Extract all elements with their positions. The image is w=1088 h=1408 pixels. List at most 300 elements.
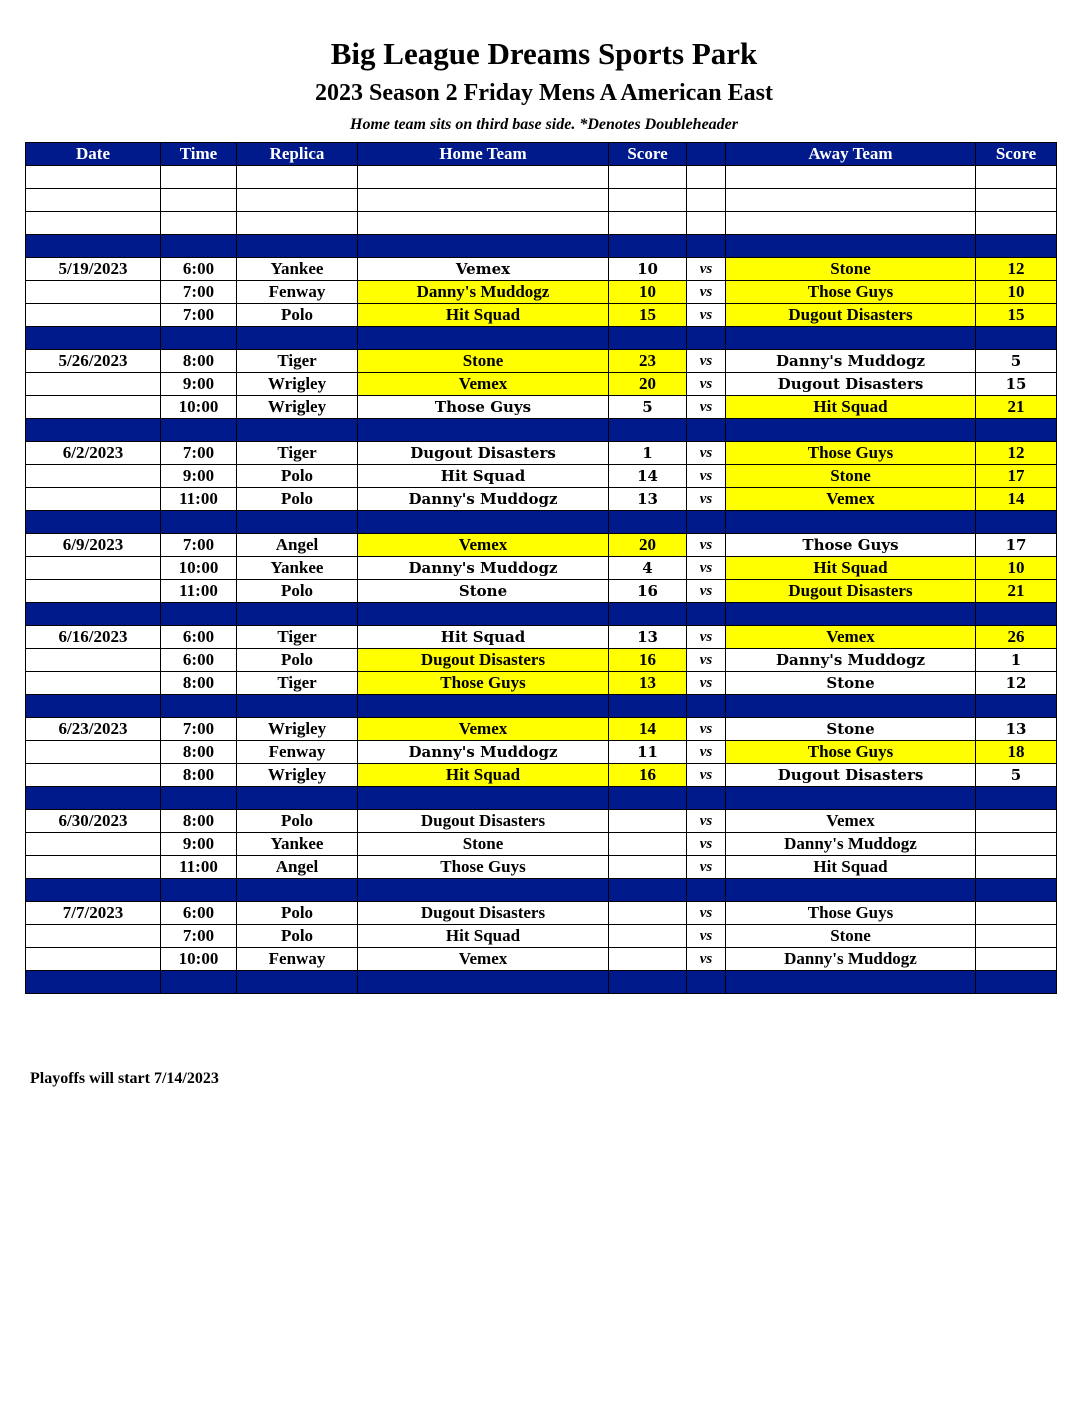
separator-cell	[26, 235, 161, 258]
game-field: Tiger	[237, 350, 358, 373]
separator-cell	[237, 879, 358, 902]
separator-cell	[358, 327, 609, 350]
blank-cell	[726, 212, 976, 235]
separator-cell	[237, 511, 358, 534]
away-team: Dugout Disasters	[726, 373, 976, 396]
away-team: Stone	[726, 718, 976, 741]
game-time: 6:00	[161, 902, 237, 925]
blank-cell	[358, 212, 609, 235]
table-row	[26, 902, 1057, 925]
blank-cell	[976, 189, 1057, 212]
vs-label: vs	[687, 442, 726, 465]
blank-cell	[609, 166, 687, 189]
home-team: Hit Squad	[358, 626, 609, 649]
separator-cell	[726, 603, 976, 626]
separator-cell	[161, 879, 237, 902]
away-score	[976, 810, 1057, 833]
playoffs-note: Playoffs will start 7/14/2023	[30, 1070, 219, 1087]
week-separator-row	[26, 879, 1057, 902]
game-time: 7:00	[161, 534, 237, 557]
home-score: 10	[609, 281, 687, 304]
game-field: Polo	[237, 580, 358, 603]
separator-cell	[609, 879, 687, 902]
vs-label: vs	[687, 948, 726, 971]
week-separator-row	[26, 235, 1057, 258]
away-team: Stone	[726, 258, 976, 281]
home-team: Vemex	[358, 373, 609, 396]
separator-cell	[161, 787, 237, 810]
table-row	[26, 373, 1057, 396]
blank-cell	[237, 212, 358, 235]
game-field: Wrigley	[237, 718, 358, 741]
game-time: 9:00	[161, 465, 237, 488]
separator-cell	[976, 971, 1057, 994]
game-time: 7:00	[161, 304, 237, 327]
game-field: Fenway	[237, 281, 358, 304]
separator-cell	[726, 511, 976, 534]
game-field: Yankee	[237, 258, 358, 281]
game-field: Polo	[237, 810, 358, 833]
away-team: Dugout Disasters	[726, 580, 976, 603]
away-team: Danny's Muddogz	[726, 948, 976, 971]
separator-cell	[358, 419, 609, 442]
game-time: 11:00	[161, 488, 237, 511]
blank-row	[26, 189, 1057, 212]
separator-cell	[687, 419, 726, 442]
separator-cell	[161, 327, 237, 350]
separator-cell	[609, 787, 687, 810]
col-header-replica: Replica	[237, 143, 358, 166]
blank-cell	[26, 212, 161, 235]
home-team: Dugout Disasters	[358, 810, 609, 833]
blank-cell	[687, 166, 726, 189]
table-row	[26, 350, 1057, 373]
separator-cell	[358, 511, 609, 534]
col-header-date: Date	[26, 143, 161, 166]
game-date	[26, 764, 161, 787]
blank-cell	[161, 189, 237, 212]
home-team: Vemex	[358, 534, 609, 557]
vs-label: vs	[687, 580, 726, 603]
separator-cell	[358, 603, 609, 626]
vs-label: vs	[687, 672, 726, 695]
vs-label: vs	[687, 557, 726, 580]
table-row	[26, 534, 1057, 557]
table-row	[26, 649, 1057, 672]
home-score: 13	[609, 672, 687, 695]
away-team: Danny's Muddogz	[726, 833, 976, 856]
home-score	[609, 948, 687, 971]
game-date	[26, 925, 161, 948]
home-score: 14	[609, 718, 687, 741]
game-time: 8:00	[161, 350, 237, 373]
week-separator-row	[26, 695, 1057, 718]
game-field: Fenway	[237, 948, 358, 971]
game-time: 8:00	[161, 741, 237, 764]
separator-cell	[976, 419, 1057, 442]
table-row	[26, 281, 1057, 304]
away-score: 10	[976, 557, 1057, 580]
game-date	[26, 948, 161, 971]
col-header-away-score: Score	[976, 143, 1057, 166]
table-row	[26, 856, 1057, 879]
away-score: 26	[976, 626, 1057, 649]
game-field: Wrigley	[237, 373, 358, 396]
separator-cell	[26, 327, 161, 350]
blank-row	[26, 166, 1057, 189]
home-score: 11	[609, 741, 687, 764]
separator-cell	[726, 695, 976, 718]
home-score: 1	[609, 442, 687, 465]
game-date	[26, 373, 161, 396]
table-row	[26, 465, 1057, 488]
blank-cell	[726, 189, 976, 212]
game-time: 9:00	[161, 373, 237, 396]
table-row	[26, 810, 1057, 833]
table-row	[26, 396, 1057, 419]
game-date: 6/2/2023	[26, 442, 161, 465]
vs-label: vs	[687, 373, 726, 396]
home-score: 16	[609, 580, 687, 603]
vs-label: vs	[687, 902, 726, 925]
away-score: 17	[976, 465, 1057, 488]
col-header-away-team: Away Team	[726, 143, 976, 166]
game-time: 10:00	[161, 948, 237, 971]
game-field: Angel	[237, 856, 358, 879]
home-team: Vemex	[358, 718, 609, 741]
separator-cell	[26, 879, 161, 902]
vs-label: vs	[687, 718, 726, 741]
home-team: Those Guys	[358, 396, 609, 419]
blank-row	[26, 212, 1057, 235]
vs-label: vs	[687, 741, 726, 764]
vs-label: vs	[687, 534, 726, 557]
game-date	[26, 557, 161, 580]
game-time: 11:00	[161, 580, 237, 603]
away-team: Stone	[726, 925, 976, 948]
away-score: 5	[976, 764, 1057, 787]
game-field: Fenway	[237, 741, 358, 764]
table-row	[26, 925, 1057, 948]
table-row	[26, 626, 1057, 649]
game-field: Polo	[237, 465, 358, 488]
home-team: Hit Squad	[358, 465, 609, 488]
vs-label: vs	[687, 488, 726, 511]
separator-cell	[976, 787, 1057, 810]
schedule-table	[25, 142, 1057, 994]
vs-label: vs	[687, 833, 726, 856]
blank-cell	[976, 212, 1057, 235]
week-separator-row	[26, 327, 1057, 350]
separator-cell	[26, 603, 161, 626]
table-row	[26, 488, 1057, 511]
page-title: Big League Dreams Sports Park	[330, 36, 758, 71]
game-time: 7:00	[161, 925, 237, 948]
away-team: Danny's Muddogz	[726, 649, 976, 672]
away-team: Stone	[726, 465, 976, 488]
separator-cell	[609, 603, 687, 626]
separator-cell	[161, 695, 237, 718]
away-score: 1	[976, 649, 1057, 672]
game-time: 7:00	[161, 718, 237, 741]
separator-cell	[26, 787, 161, 810]
away-team: Danny's Muddogz	[726, 350, 976, 373]
separator-cell	[726, 971, 976, 994]
vs-label: vs	[687, 304, 726, 327]
separator-cell	[358, 695, 609, 718]
separator-cell	[26, 511, 161, 534]
separator-cell	[237, 787, 358, 810]
away-team: Those Guys	[726, 741, 976, 764]
game-field: Polo	[237, 304, 358, 327]
away-score: 12	[976, 442, 1057, 465]
game-time: 8:00	[161, 764, 237, 787]
blank-cell	[358, 166, 609, 189]
game-date: 5/19/2023	[26, 258, 161, 281]
separator-cell	[609, 695, 687, 718]
game-time: 7:00	[161, 442, 237, 465]
home-score: 20	[609, 373, 687, 396]
separator-cell	[687, 327, 726, 350]
blank-cell	[237, 166, 358, 189]
home-team: Vemex	[358, 258, 609, 281]
table-row	[26, 764, 1057, 787]
game-field: Tiger	[237, 672, 358, 695]
blank-cell	[26, 189, 161, 212]
week-separator-row	[26, 787, 1057, 810]
game-time: 6:00	[161, 626, 237, 649]
away-score: 21	[976, 580, 1057, 603]
table-row	[26, 948, 1057, 971]
home-team: Those Guys	[358, 672, 609, 695]
separator-cell	[687, 235, 726, 258]
away-score: 14	[976, 488, 1057, 511]
vs-label: vs	[687, 925, 726, 948]
separator-cell	[358, 787, 609, 810]
game-field: Yankee	[237, 833, 358, 856]
game-field: Tiger	[237, 442, 358, 465]
home-score	[609, 833, 687, 856]
home-score: 10	[609, 258, 687, 281]
home-team: Danny's Muddogz	[358, 741, 609, 764]
game-date: 6/30/2023	[26, 810, 161, 833]
separator-cell	[358, 235, 609, 258]
game-date: 6/16/2023	[26, 626, 161, 649]
separator-cell	[237, 327, 358, 350]
separator-cell	[237, 695, 358, 718]
home-team: Danny's Muddogz	[358, 557, 609, 580]
vs-label: vs	[687, 649, 726, 672]
game-field: Polo	[237, 925, 358, 948]
away-team: Those Guys	[726, 534, 976, 557]
vs-label: vs	[687, 281, 726, 304]
table-row	[26, 672, 1057, 695]
separator-cell	[976, 603, 1057, 626]
col-header-home-score: Score	[609, 143, 687, 166]
game-date	[26, 488, 161, 511]
separator-cell	[726, 879, 976, 902]
table-header-row	[26, 143, 1057, 166]
home-score: 5	[609, 396, 687, 419]
away-team: Vemex	[726, 810, 976, 833]
home-score	[609, 902, 687, 925]
game-date	[26, 304, 161, 327]
away-score	[976, 902, 1057, 925]
away-team: Hit Squad	[726, 856, 976, 879]
home-team: Dugout Disasters	[358, 649, 609, 672]
away-team: Dugout Disasters	[726, 764, 976, 787]
separator-cell	[161, 971, 237, 994]
home-team: Danny's Muddogz	[358, 281, 609, 304]
away-score: 17	[976, 534, 1057, 557]
away-team: Hit Squad	[726, 396, 976, 419]
game-field: Yankee	[237, 557, 358, 580]
vs-label: vs	[687, 396, 726, 419]
separator-cell	[609, 419, 687, 442]
home-team: Danny's Muddogz	[358, 488, 609, 511]
separator-cell	[976, 511, 1057, 534]
separator-cell	[687, 603, 726, 626]
home-team: Vemex	[358, 948, 609, 971]
separator-cell	[609, 235, 687, 258]
home-score	[609, 810, 687, 833]
blank-cell	[687, 212, 726, 235]
table-row	[26, 833, 1057, 856]
blank-cell	[726, 166, 976, 189]
game-date: 6/23/2023	[26, 718, 161, 741]
table-row	[26, 718, 1057, 741]
separator-cell	[687, 695, 726, 718]
home-team: Dugout Disasters	[358, 442, 609, 465]
separator-cell	[161, 419, 237, 442]
vs-label: vs	[687, 810, 726, 833]
blank-cell	[237, 189, 358, 212]
home-score: 20	[609, 534, 687, 557]
away-score: 18	[976, 741, 1057, 764]
home-team: Hit Squad	[358, 925, 609, 948]
home-score: 4	[609, 557, 687, 580]
separator-cell	[726, 235, 976, 258]
away-team: Those Guys	[726, 902, 976, 925]
blank-cell	[687, 189, 726, 212]
away-score: 10	[976, 281, 1057, 304]
separator-cell	[726, 787, 976, 810]
separator-cell	[161, 511, 237, 534]
away-score	[976, 925, 1057, 948]
separator-cell	[726, 419, 976, 442]
separator-cell	[976, 235, 1057, 258]
home-score: 14	[609, 465, 687, 488]
table-row	[26, 442, 1057, 465]
away-score: 15	[976, 373, 1057, 396]
away-score	[976, 833, 1057, 856]
game-date: 7/7/2023	[26, 902, 161, 925]
table-row	[26, 557, 1057, 580]
table-row	[26, 304, 1057, 327]
away-team: Dugout Disasters	[726, 304, 976, 327]
game-time: 8:00	[161, 672, 237, 695]
blank-cell	[161, 166, 237, 189]
separator-cell	[976, 327, 1057, 350]
home-score: 13	[609, 488, 687, 511]
separator-cell	[687, 971, 726, 994]
game-date	[26, 649, 161, 672]
away-score	[976, 856, 1057, 879]
away-team: Vemex	[726, 626, 976, 649]
col-header-vs	[687, 143, 726, 166]
separator-cell	[26, 695, 161, 718]
separator-cell	[609, 511, 687, 534]
separator-cell	[976, 695, 1057, 718]
home-score: 15	[609, 304, 687, 327]
game-time: 10:00	[161, 557, 237, 580]
game-time: 6:00	[161, 649, 237, 672]
home-score: 16	[609, 649, 687, 672]
game-time: 11:00	[161, 856, 237, 879]
home-team: Dugout Disasters	[358, 902, 609, 925]
game-time: 9:00	[161, 833, 237, 856]
game-date: 6/9/2023	[26, 534, 161, 557]
home-team: Stone	[358, 580, 609, 603]
game-date	[26, 465, 161, 488]
away-team: Those Guys	[726, 442, 976, 465]
table-row	[26, 741, 1057, 764]
away-score	[976, 948, 1057, 971]
blank-cell	[161, 212, 237, 235]
separator-cell	[161, 603, 237, 626]
game-time: 10:00	[161, 396, 237, 419]
vs-label: vs	[687, 856, 726, 879]
blank-cell	[358, 189, 609, 212]
game-field: Polo	[237, 902, 358, 925]
game-field: Polo	[237, 488, 358, 511]
game-time: 7:00	[161, 281, 237, 304]
blank-cell	[609, 189, 687, 212]
separator-cell	[609, 971, 687, 994]
separator-cell	[237, 971, 358, 994]
game-field: Angel	[237, 534, 358, 557]
home-score	[609, 925, 687, 948]
home-score: 16	[609, 764, 687, 787]
vs-label: vs	[687, 465, 726, 488]
separator-cell	[976, 879, 1057, 902]
separator-cell	[237, 603, 358, 626]
game-date	[26, 396, 161, 419]
game-date: 5/26/2023	[26, 350, 161, 373]
game-field: Tiger	[237, 626, 358, 649]
game-date	[26, 856, 161, 879]
separator-cell	[26, 971, 161, 994]
col-header-time: Time	[161, 143, 237, 166]
table-row	[26, 580, 1057, 603]
away-team: Hit Squad	[726, 557, 976, 580]
separator-cell	[726, 327, 976, 350]
game-field: Polo	[237, 649, 358, 672]
game-time: 6:00	[161, 258, 237, 281]
schedule-body	[26, 166, 1057, 994]
game-date	[26, 741, 161, 764]
away-team: Those Guys	[726, 281, 976, 304]
separator-cell	[609, 327, 687, 350]
away-team: Stone	[726, 672, 976, 695]
vs-label: vs	[687, 764, 726, 787]
game-date	[26, 833, 161, 856]
schedule-note: Home team sits on third base side. *Denotes Doubleheader	[350, 116, 738, 133]
separator-cell	[26, 419, 161, 442]
blank-cell	[609, 212, 687, 235]
vs-label: vs	[687, 258, 726, 281]
home-team: Hit Squad	[358, 304, 609, 327]
